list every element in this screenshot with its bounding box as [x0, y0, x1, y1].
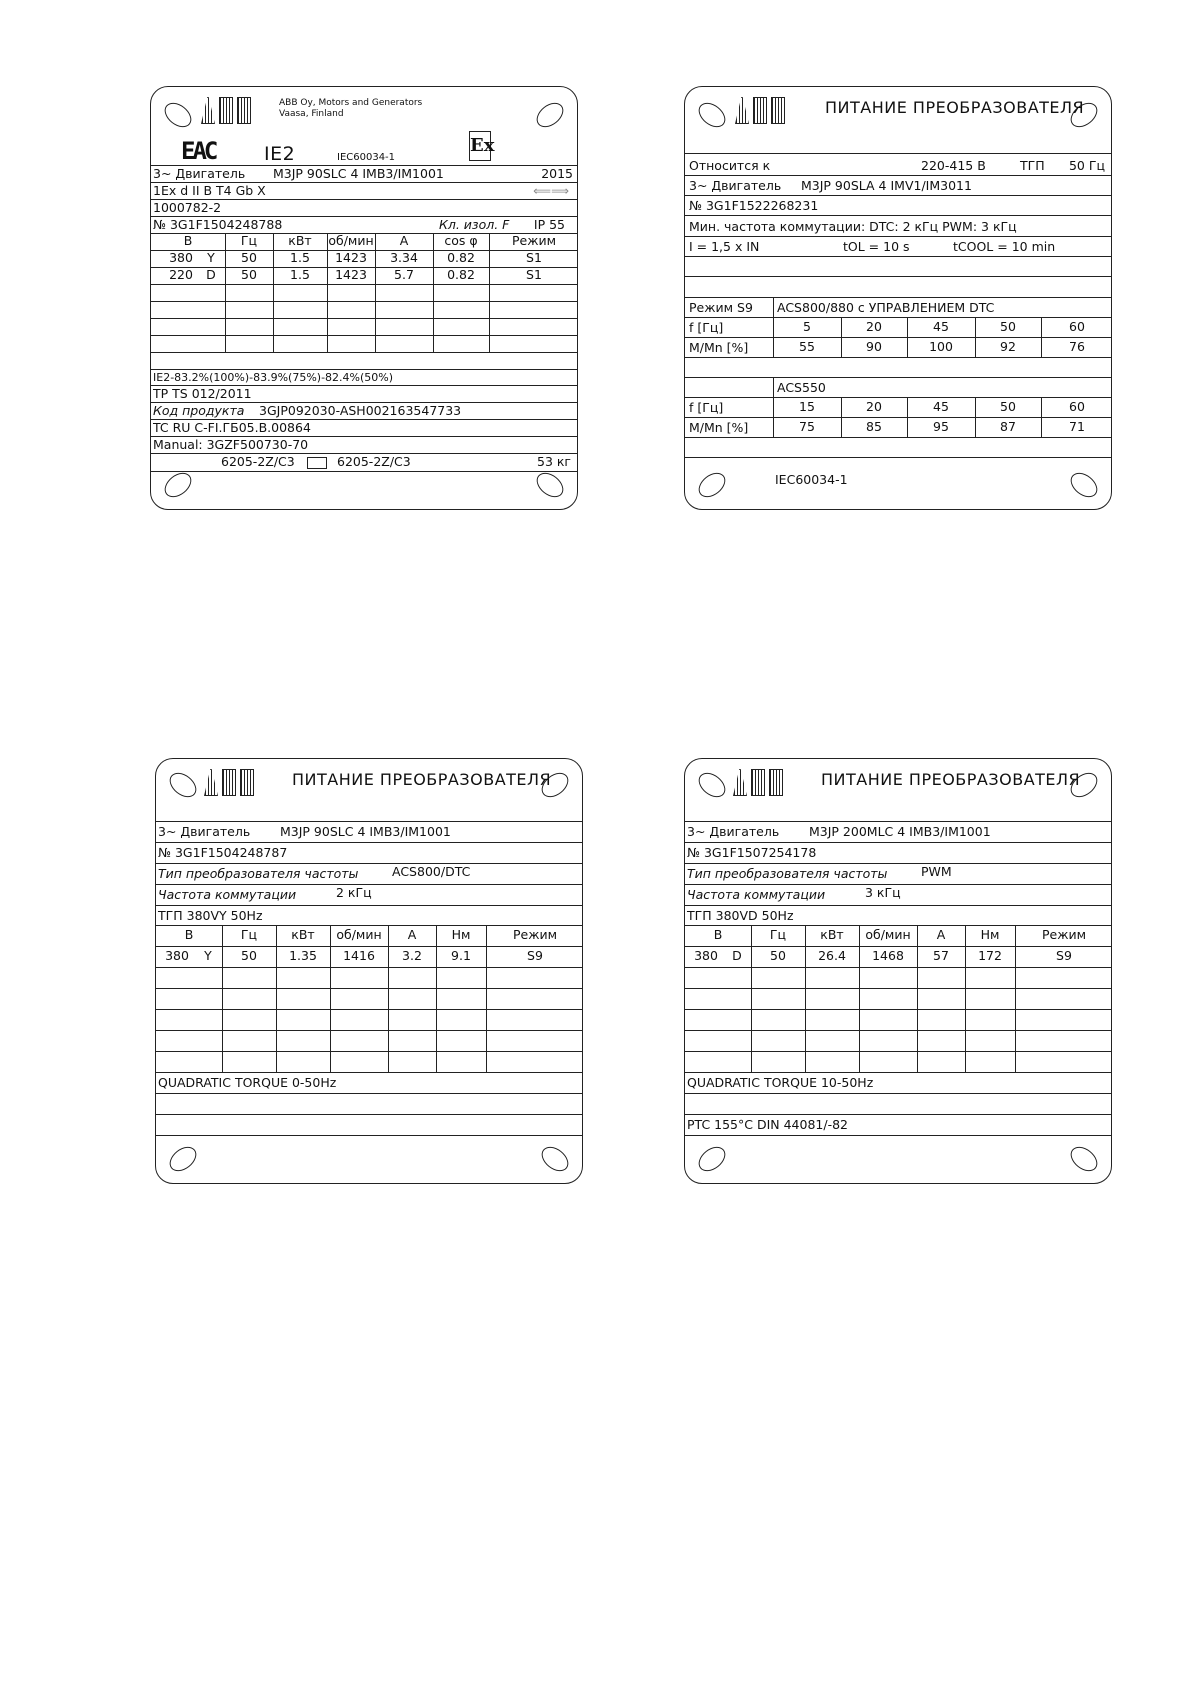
nameplate-motor	[150, 86, 578, 510]
m-value: 95	[933, 419, 949, 434]
tgp-label: ТГП	[1020, 158, 1045, 173]
f-value: 50	[1000, 319, 1016, 334]
cell-connection: Y	[204, 948, 212, 963]
motor-label: 3~ Двигатель	[158, 824, 251, 839]
table-header-3: об/мин	[865, 927, 911, 942]
insulation-class: Кл. изол. F	[439, 217, 510, 232]
mounting-hole-bottom-left	[165, 1142, 201, 1176]
converter-type-value: PWM	[921, 864, 952, 879]
m-label: M/Mn [%]	[689, 420, 749, 435]
abb-logo	[204, 769, 254, 796]
table-header-1: Гц	[240, 233, 258, 248]
cell-voltage: 220	[169, 267, 193, 282]
table-header-6: Режим	[1041, 927, 1087, 942]
table-cell: S1	[526, 250, 542, 265]
table-cell: 3.34	[390, 250, 418, 265]
mounting-hole-bottom-left	[694, 468, 730, 502]
mounting-hole-top-left	[165, 768, 201, 802]
converter-type-value: ACS800/DTC	[392, 864, 471, 879]
tgp-supply: ТГП 380VY 50Hz	[158, 908, 263, 923]
code-number: 1000782-2	[153, 200, 222, 215]
nameplate-converter-supply-3	[684, 758, 1112, 1184]
table-cell: 50	[241, 948, 257, 963]
table-cell: 1423	[335, 267, 367, 282]
table-header-2: кВт	[820, 927, 844, 942]
manufacture-year: 2015	[541, 166, 573, 181]
torque-note: QUADRATIC TORQUE 10-50Hz	[687, 1075, 874, 1090]
motor-model: M3JP 90SLC 4 IMB3/IM1001	[273, 166, 444, 181]
table-cell: 3.2	[402, 948, 422, 963]
bearing-drive-end: 6205-2Z/C3	[221, 454, 295, 469]
f-value: 5	[803, 319, 811, 334]
switching-frequency-label: Частота коммутации	[687, 887, 826, 902]
table-cell: 50	[241, 250, 257, 265]
supply-frequency: 50 Гц	[1068, 158, 1105, 173]
weight: 53 кг	[537, 454, 571, 469]
maker-line-1: ABB Oy, Motors and Generators	[279, 98, 423, 108]
table-header-2: кВт	[291, 927, 315, 942]
motor-model: M3JP 90SLC 4 IMB3/IM1001	[280, 824, 451, 839]
cell-voltage: 380	[165, 948, 189, 963]
m-value: 90	[866, 339, 882, 354]
serial-number: № 3G1F1504248788	[153, 217, 283, 232]
motor-model: M3JP 90SLA 4 IMV1/IM3011	[801, 178, 972, 193]
table-cell: 9.1	[451, 948, 471, 963]
m-value: 87	[1000, 419, 1016, 434]
table-header-5: Нм	[451, 927, 471, 942]
table-header-0: В	[183, 233, 193, 248]
table-cell: 1.5	[290, 250, 310, 265]
f-value: 15	[799, 399, 815, 414]
cell-voltage: 380	[169, 250, 193, 265]
ex-classification: 1Ex d II B T4 Gb X	[153, 183, 266, 198]
serial-number: № 3G1F1522268231	[689, 198, 819, 213]
table-cell: 50	[770, 948, 786, 963]
mode-label: Режим S9	[689, 300, 753, 315]
mounting-hole-bottom-right	[1066, 468, 1102, 502]
f-value: 20	[866, 399, 882, 414]
nameplate-converter-supply-1	[684, 86, 1112, 510]
acs800-label: ACS800/880 с УПРАВЛЕНИЕМ DTC	[777, 300, 995, 315]
mounting-hole-top-left	[694, 768, 730, 802]
f-value: 60	[1069, 319, 1085, 334]
iec-standard: IEC60034-1	[337, 152, 396, 163]
table-cell: 1416	[343, 948, 375, 963]
manual-reference: Manual: 3GZF500730-70	[153, 437, 309, 452]
maker-line-2: Vaasa, Finland	[279, 109, 344, 119]
table-cell: 0.82	[447, 250, 475, 265]
bearing-non-drive-end: 6205-2Z/C3	[337, 454, 411, 469]
mounting-hole-top-left	[160, 98, 196, 132]
cell-connection: D	[206, 267, 216, 282]
f-label: f [Гц]	[689, 400, 724, 415]
m-label: M/Mn [%]	[689, 340, 749, 355]
f-value: 45	[933, 399, 949, 414]
supply-voltage: 220-415 В	[921, 158, 986, 173]
mounting-hole-bottom-right	[1066, 1142, 1102, 1176]
m-value: 75	[799, 419, 815, 434]
switching-frequency-label: Частота коммутации	[158, 887, 297, 902]
product-code-label: Код продукта	[153, 403, 245, 418]
serial-number: № 3G1F1507254178	[687, 845, 817, 860]
technical-regulation: TP TS 012/2011	[153, 386, 252, 401]
bearing-icon	[303, 455, 331, 469]
motor-model: M3JP 200MLC 4 IMB3/IM1001	[809, 824, 991, 839]
cell-connection: D	[732, 948, 742, 963]
table-header-4: А	[936, 927, 946, 942]
iec-standard: IEC60034-1	[775, 472, 848, 487]
table-header-5: Нм	[980, 927, 1000, 942]
m-value: 55	[799, 339, 815, 354]
table-header-6: Режим	[512, 927, 558, 942]
product-code: 3GJP092030-ASH002163547733	[259, 403, 462, 418]
m-value: 85	[866, 419, 882, 434]
motor-label: 3~ Двигатель	[687, 824, 780, 839]
current-overload: I = 1,5 x IN	[689, 239, 760, 254]
table-cell: 5.7	[394, 267, 414, 282]
mounting-hole-top-left	[694, 98, 730, 132]
plate-title: ПИТАНИЕ ПРЕОБРАЗОВАТЕЛЯ	[821, 770, 1081, 789]
table-cell: 1.35	[289, 948, 317, 963]
abb-logo	[735, 97, 785, 124]
eac-mark: EAC	[181, 137, 216, 165]
cooling-time: tCOOL = 10 min	[953, 239, 1056, 254]
table-header-1: Гц	[240, 927, 258, 942]
plate-title: ПИТАНИЕ ПРЕОБРАЗОВАТЕЛЯ	[292, 770, 552, 789]
m-value: 100	[929, 339, 953, 354]
serial-number: № 3G1F1504248787	[158, 845, 288, 860]
min-switching-frequency: Мин. частота коммутации: DTC: 2 кГц PWM: 3 кГц	[689, 219, 1017, 234]
table-cell: S9	[527, 948, 543, 963]
tgp-supply: ТГП 380VD 50Hz	[687, 908, 794, 923]
ie-class: IE2	[264, 143, 296, 165]
torque-note: QUADRATIC TORQUE 0-50Hz	[158, 1075, 337, 1090]
arrow-icon: ⟸⟹	[533, 183, 569, 198]
table-cell: 26.4	[818, 948, 846, 963]
table-header-3: об/мин	[328, 233, 374, 248]
m-value: 76	[1069, 339, 1085, 354]
table-cell: 57	[933, 948, 949, 963]
table-header-2: кВт	[288, 233, 312, 248]
table-cell: S1	[526, 267, 542, 282]
motor-label: 3~ Двигатель	[689, 178, 782, 193]
table-cell: S9	[1056, 948, 1072, 963]
ex-mark: Ex	[469, 131, 491, 161]
mounting-hole-bottom-left	[694, 1142, 730, 1176]
table-header-6: Режим	[511, 233, 557, 248]
plate-title: ПИТАНИЕ ПРЕОБРАЗОВАТЕЛЯ	[825, 98, 1085, 117]
mounting-hole-top-right	[532, 98, 568, 132]
switching-frequency-value: 2 кГц	[336, 885, 372, 900]
cell-connection: Y	[207, 250, 215, 265]
cell-voltage: 380	[694, 948, 718, 963]
abb-logo	[733, 769, 783, 796]
switching-frequency-value: 3 кГц	[865, 885, 901, 900]
f-value: 20	[866, 319, 882, 334]
acs550-label: ACS550	[777, 380, 826, 395]
table-cell: 1468	[872, 948, 904, 963]
table-header-5: cos φ	[444, 233, 478, 248]
ptc-info: PTC 155°C DIN 44081/-82	[687, 1117, 848, 1132]
mounting-hole-bottom-right	[532, 468, 568, 502]
mounting-hole-bottom-left	[160, 468, 196, 502]
table-cell: 172	[978, 948, 1002, 963]
table-header-4: А	[399, 233, 409, 248]
table-header-0: В	[184, 927, 194, 942]
table-cell: 0.82	[447, 267, 475, 282]
relates-label: Относится к	[689, 158, 771, 173]
motor-label: 3~ Двигатель	[153, 166, 246, 181]
table-header-4: А	[407, 927, 417, 942]
table-cell: 1423	[335, 250, 367, 265]
f-label: f [Гц]	[689, 320, 724, 335]
f-value: 50	[1000, 399, 1016, 414]
certificate: TC RU C-FI.ГБ05.B.00864	[153, 420, 311, 435]
table-header-1: Гц	[769, 927, 787, 942]
mounting-hole-bottom-right	[537, 1142, 573, 1176]
converter-type-label: Тип преобразователя частоты	[687, 866, 888, 881]
table-cell: 50	[241, 267, 257, 282]
f-value: 45	[933, 319, 949, 334]
m-value: 92	[1000, 339, 1016, 354]
f-value: 60	[1069, 399, 1085, 414]
table-header-0: В	[713, 927, 723, 942]
abb-logo	[201, 97, 251, 124]
nameplate-converter-supply-2	[155, 758, 583, 1184]
overload-time: tOL = 10 s	[843, 239, 910, 254]
m-value: 71	[1069, 419, 1085, 434]
table-header-3: об/мин	[336, 927, 382, 942]
efficiency-values: IE2-83.2%(100%)-83.9%(75%)-82.4%(50%)	[153, 371, 394, 384]
table-cell: 1.5	[290, 267, 310, 282]
ip-rating: IP 55	[533, 217, 565, 232]
converter-type-label: Тип преобразователя частоты	[158, 866, 359, 881]
